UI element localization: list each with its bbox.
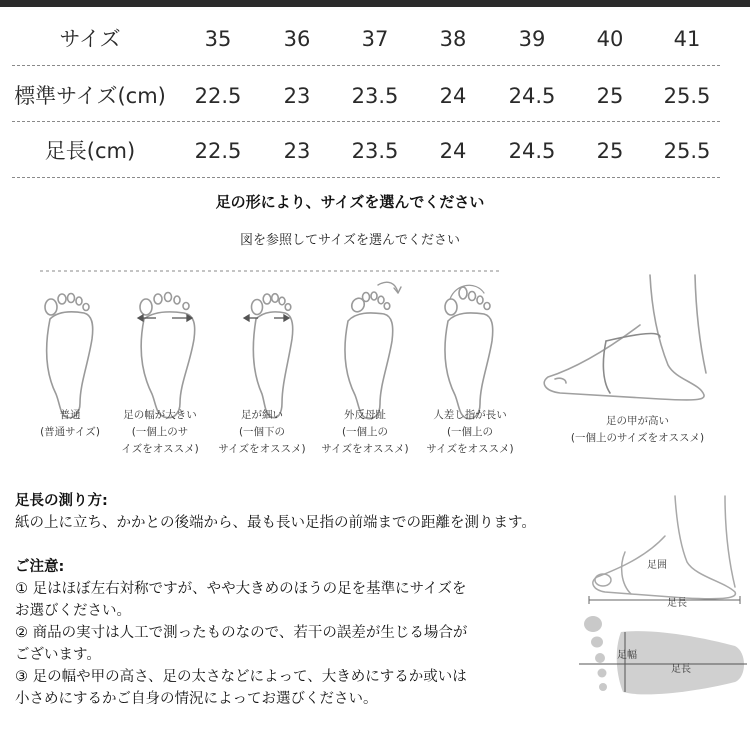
foot-type-label-wide: 足の幅が大きい (一個上のサ イズをオススメ) [121,409,199,455]
measure-heading: 足長の測り方: [15,493,108,509]
table-cell: 25.5 [663,139,711,163]
row-divider [12,65,720,66]
width-arrows-icon [138,315,289,321]
table-cell: 25.5 [663,84,711,108]
foot-type-label-long-toe: 人差し指が長い (一個上の サイズをオススメ) [426,409,514,455]
table-cell: 24 [439,84,467,108]
row-header: サイズ [59,27,121,51]
hallux-valgus-foot-icon [345,282,401,419]
table-cell: 23 [283,84,311,108]
girth-label: 足囲 [647,560,667,571]
guide-title: 足の形により、サイズを選んでください [215,193,485,211]
foot-measurement-figure [575,492,750,737]
foot-type-label-high-instep: 足の甲が高い (一個上のサイズをオススメ) [570,415,705,444]
table-cell: 39 [518,27,546,51]
table-cell: 22.5 [194,139,242,163]
wide-foot-icon [140,293,195,418]
long-second-toe-foot-icon [445,285,493,418]
footprint-sole-icon [617,631,744,694]
foot-type-label-normal: 普通 (普通サイズ) [40,409,100,438]
width-label: 足幅 [617,650,637,661]
foot-type-guide [0,255,750,470]
notes-heading: ご注意: [15,559,65,575]
top-bar [0,0,750,7]
table-cell: 40 [596,27,624,51]
notes-section [15,490,575,710]
footprint-toes-icon [584,616,607,691]
table-cell: 23.5 [351,139,399,163]
note-item-3: ③ 足の幅や甲の高さ、足の太さなどによって、大きめにするか或いは 小さめにするかご自身の情況によってお選びください。 [15,669,467,707]
high-instep-foot-icon [544,275,706,400]
table-cell: 41 [673,27,701,51]
table-cell: 23.5 [351,84,399,108]
table-cell: 36 [283,27,311,51]
foot-type-label-hallux-valgus: 外反母趾 (一個上の サイズをオススメ) [321,409,409,455]
guide-subtitle: 図を参照してサイズを選んでください [240,233,460,248]
table-cell: 23 [283,139,311,163]
row-divider [12,177,720,178]
foot-type-label-narrow: 足が細い (一個下の サイズをオススメ) [218,409,306,455]
side-length-label: 足長 [667,598,687,609]
row-divider [12,121,720,122]
table-cell: 25 [596,84,624,108]
table-row-size [0,17,750,61]
table-row-standard [0,74,750,118]
table-cell: 24 [439,139,467,163]
table-cell: 24.5 [508,139,556,163]
table-cell: 22.5 [194,84,242,108]
table-cell: 37 [361,27,389,51]
sole-length-label: 足長 [671,664,691,675]
row-header: 足長(cm) [44,139,136,163]
measurement-illustration [575,492,750,737]
table-row-foot-length [0,129,750,173]
table-cell: 24.5 [508,84,556,108]
table-cell: 38 [439,27,467,51]
table-cell: 35 [204,27,232,51]
note-item-1: ① 足はほぼ左右対称ですが、やや大きめのほうの足を基準にサイズを お選びください。 [15,581,467,619]
narrow-foot-icon [252,294,293,418]
normal-foot-icon [45,294,93,418]
table-cell: 25 [596,139,624,163]
note-item-2: ② 商品の実寸は人工で測ったものなので、若干の誤差が生じる場合が ございます。 [15,625,468,663]
measure-text: 紙の上に立ち、かかとの後端から、最も長い足指の前端までの距離を測ります。 [15,515,536,531]
row-header: 標準サイズ(cm) [14,84,166,108]
